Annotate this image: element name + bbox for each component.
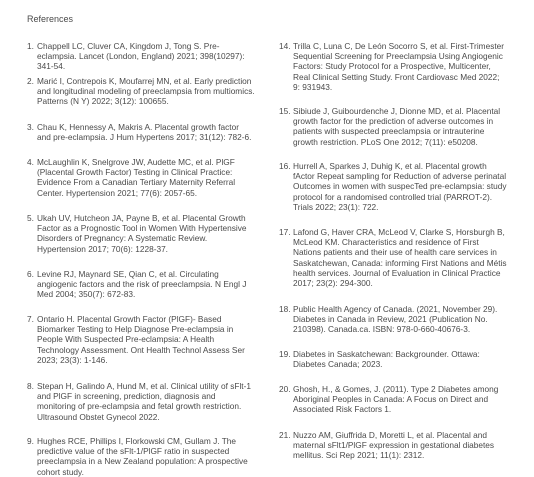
reference-text: Marić I, Contrepois K, Moufarrej MN, et al. Early prediction and longitudinal modeling of preeclampsia from multiomics. Patterns (N Y) 2022; 3(12): 100655. (37, 76, 255, 107)
reference-item (279, 349, 509, 369)
reference-number: 6. (27, 269, 34, 279)
reference-number: 15. (279, 106, 291, 116)
reference-item (27, 76, 257, 107)
reference-text: McLaughlin K, Snelgrove JW, Audette MC, et al. PlGF (Placental Growth Factor) Testing in Clinical Practice: Evidence From a Canadian Tertiary Maternity Referral Center. Hypertension 2021; 77(6): 2057-65. (37, 157, 236, 198)
reference-text: Stepan H, Galindo A, Hund M, et al. Clinical utility of sFlt-1 and PlGF in screening, prediction, diagnosis and monitoring of pre-eclampsia and fetal growth restriction. Ultrasound Obstet Gynecol 2022. (37, 381, 251, 422)
reference-item (27, 436, 257, 477)
reference-text: Public Health Agency of Canada. (2021, November 29). Diabetes in Canada in Review, 2021 (Publication No. 210398). Canada.ca. ISBN: 978-0-660-40676-3. (293, 304, 498, 335)
reference-text: Chau K, Hennessy A, Makris A. Placental growth factor and pre-eclampsia. J Hum Hypertens 2017; 31(12): 782-6. (37, 122, 252, 143)
reference-item (27, 269, 257, 300)
reference-number: 7. (27, 314, 34, 324)
reference-number: 5. (27, 213, 34, 223)
reference-item (27, 314, 257, 365)
reference-number: 17. (279, 227, 291, 237)
reference-item (27, 41, 257, 72)
reference-text: Ukah UV, Hutcheon JA, Payne B, et al. Placental Growth Factor as a Prognostic Tool in Women With Hypertensive Disorders of Pregnancy: A Systematic Review. Hypertension 2017; 70(6): 1228-37. (37, 213, 247, 254)
reference-number: 8. (27, 381, 34, 391)
reference-text: Chappell LC, Cluver CA, Kingdom J, Tong S. Pre-eclampsia. Lancet (London, England) 2021; 398(10297): 341-54. (37, 41, 245, 72)
reference-number: 14. (279, 41, 291, 51)
reference-text: Hughes RCE, Phillips I, Florkowski CM, Gullam J. The predictive value of the sFlt-1/PlGF ratio in suspected preeclampsia in a New Zealand population: A prospective cohort study. (37, 436, 248, 477)
reference-item (279, 304, 509, 335)
reference-number: 4. (27, 157, 34, 167)
reference-text: Ghosh, H., & Gomes, J. (2011). Type 2 Diabetes among Aboriginal Peoples in Canada: A Focus on Direct and Associated Risk Factors 1. (293, 384, 499, 415)
reference-text: Trilla C, Luna C, De León Socorro S, et al. First-Trimester Sequential Screening for Preeclampsia Using Angiogenic Factors: Study Protocol for a Prospective, Multicenter, Real Clinical Setting Study. Front Cardiovasc Med 2022; 9: 931943. (293, 41, 505, 92)
reference-text: Diabetes in Saskatchewan: Backgrounder. Ottawa: Diabetes Canada; 2023. (293, 349, 480, 370)
reference-item (279, 41, 509, 92)
reference-number: 18. (279, 304, 291, 314)
reference-text: Sibiude J, Guibourdenche J, Dionne MD, et al. Placental growth factor for the prediction of adverse outcomes in patients with suspected preeclampsia or intrauterine growth restriction. PLoS One 2012; 7(11): e50208. (293, 106, 501, 147)
reference-text: Ontario H. Placental Growth Factor (PlGF)- Based Biomarker Testing to Help Diagnose Pre-eclampsia in People With Suspected Pre-eclampsia: A Health Technology Assessment. Ont Health Technol Assess Ser 2023; 23(3): 1-146. (37, 314, 245, 365)
reference-item (279, 106, 509, 147)
reference-number: 2. (27, 76, 34, 86)
reference-item (279, 384, 509, 415)
reference-number: 20. (279, 384, 291, 394)
reference-text: Hurrell A, Sparkes J, Duhig K, et al. Placental growth fActor Repeat sampling for Reduction of adverse perinatal Outcomes in women with suspecTed pre-eclampsia: study protocol for a randomised controlled trial (PARROT-2). Trials 2022; 23(1): 722. (293, 161, 507, 212)
reference-text: Lafond G, Haver CRA, McLeod V, Clarke S, Horsburgh B, McLeod KM. Characteristics and residence of First Nations patients and their use of health care services in Saskatchewan, Canada: informing First Nations and Métis health services. Journal of Evaluation in Clinical Practice 2017; 23(2): 294-300. (293, 227, 507, 289)
reference-number: 16. (279, 161, 291, 171)
reference-item (279, 161, 509, 212)
reference-item (279, 227, 509, 288)
reference-item (279, 430, 509, 461)
reference-number: 1. (27, 41, 34, 51)
reference-text: Nuzzo AM, Giuffrida D, Moretti L, et al. Placental and maternal sFlt1/PlGF expression in gestational diabetes mellitus. Sci Rep 2021; 11(1): 2312. (293, 430, 495, 461)
reference-item (27, 381, 257, 422)
reference-number: 9. (27, 436, 34, 446)
references-heading: References (27, 14, 74, 24)
reference-number: 3. (27, 122, 34, 132)
reference-item (27, 213, 257, 254)
reference-number: 21. (279, 430, 291, 440)
reference-number: 19. (279, 349, 291, 359)
reference-item (27, 157, 257, 198)
reference-item (27, 122, 257, 142)
reference-text: Levine RJ, Maynard SE, Qian C, et al. Circulating angiogenic factors and the risk of preeclampsia. N Engl J Med 2004; 350(7): 672-83. (37, 269, 247, 300)
